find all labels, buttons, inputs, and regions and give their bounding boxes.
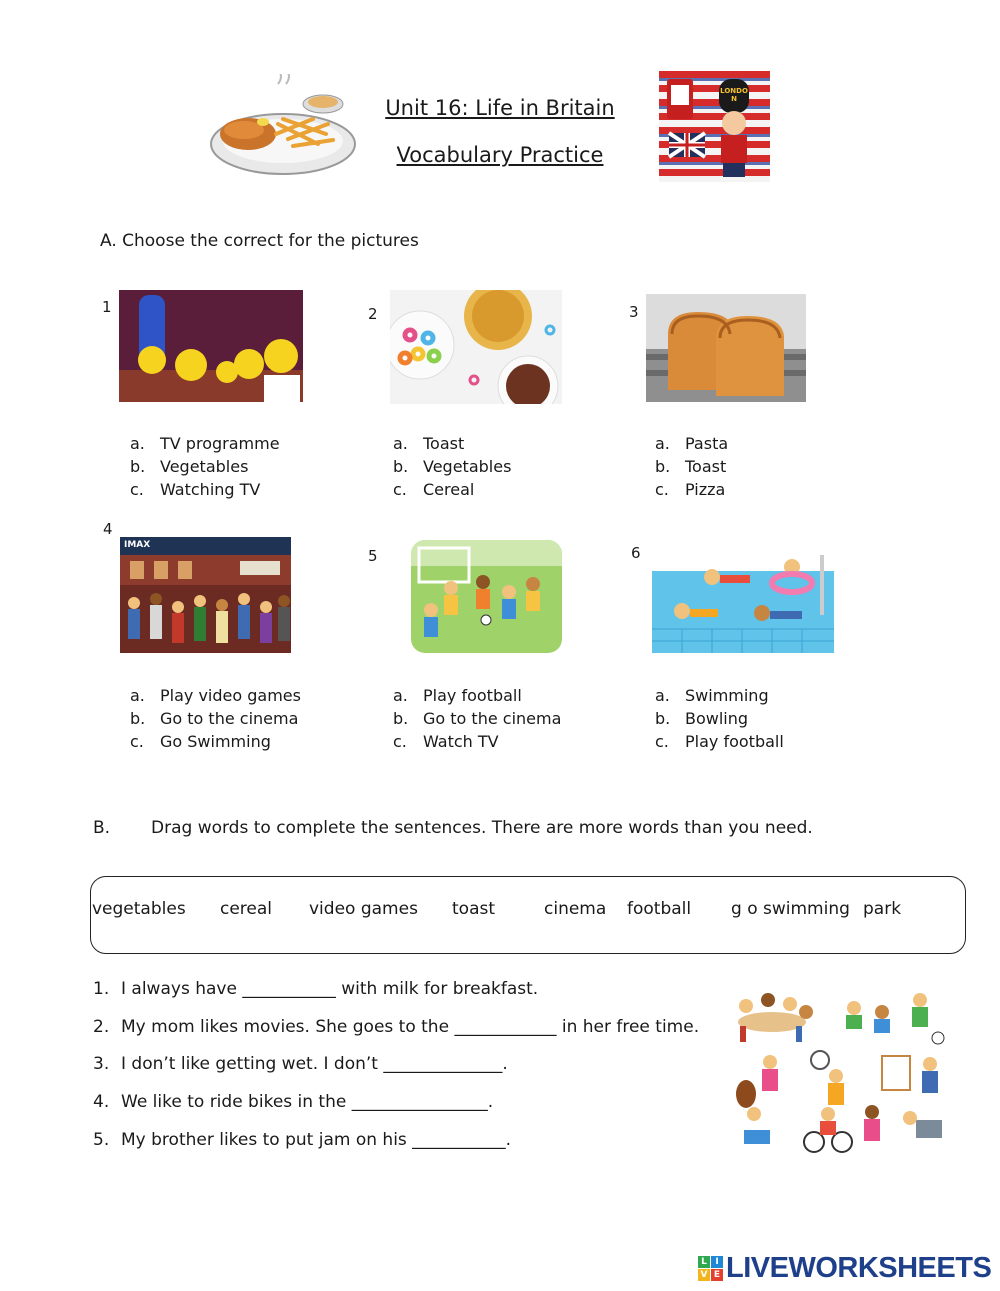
worksheet-subtitle: Vocabulary Practice <box>396 143 604 167</box>
question-2-image <box>390 290 562 404</box>
fish-and-chips-image <box>208 74 358 182</box>
word-tile[interactable]: cereal <box>220 899 273 919</box>
option[interactable]: b. Go to the cinema <box>393 709 562 728</box>
word-tile[interactable]: g o swimming <box>731 899 850 919</box>
sentence-row: 3. I don’t like getting wet. I don’t ______________. <box>93 1054 508 1074</box>
word-bank <box>90 876 966 954</box>
question-3-image <box>646 294 806 402</box>
question-1-options <box>130 432 280 501</box>
sentence-text[interactable]: We like to ride bikes in the ________________. <box>121 1092 494 1112</box>
option[interactable]: a. TV programme <box>130 434 280 453</box>
worksheet-title: Unit 16: Life in Britain <box>385 96 615 120</box>
question-number: 6 <box>631 544 641 562</box>
option[interactable]: a. Toast <box>393 434 465 453</box>
question-number: 4 <box>103 520 113 538</box>
sentence-row: 4. We like to ride bikes in the ________________. <box>93 1092 494 1112</box>
option[interactable]: c. Watching TV <box>130 480 261 499</box>
option[interactable]: c. Cereal <box>393 480 475 499</box>
word-tile[interactable]: toast <box>452 899 496 919</box>
brand-blocks: L I V E <box>698 1256 723 1281</box>
sentence-text[interactable]: I always have ___________ with milk for breakfast. <box>121 979 539 999</box>
option[interactable]: a. Pasta <box>655 434 729 453</box>
option[interactable]: b. Toast <box>655 457 727 476</box>
question-3-options <box>655 432 728 501</box>
option[interactable]: b. Go to the cinema <box>130 709 299 728</box>
question-4-options <box>130 684 301 753</box>
question-6-image <box>652 545 834 653</box>
sentence-text[interactable]: I don’t like getting wet. I don’t ______________. <box>121 1054 508 1074</box>
sentence-text[interactable]: My mom likes movies. She goes to the ____________ in her free time. <box>121 1017 700 1037</box>
word-tile[interactable]: cinema <box>544 899 607 919</box>
sentence-row: 1. I always have ___________ with milk for breakfast. <box>93 979 539 999</box>
brand-name: LIVEWORKSHEETS <box>726 1252 992 1284</box>
question-number: 1 <box>102 298 112 316</box>
section-b-letter: B. <box>93 818 111 838</box>
word-tile[interactable]: park <box>863 899 902 919</box>
question-2-options <box>393 432 511 501</box>
question-1-image <box>119 290 303 402</box>
section-a-instruction: A. Choose the correct for the pictures <box>100 231 419 251</box>
option[interactable]: a. Play football <box>393 686 522 705</box>
sentence-row: 2. My mom likes movies. She goes to the ____________ in her free time. <box>93 1017 700 1037</box>
option[interactable]: c. Pizza <box>655 480 726 499</box>
question-number: 2 <box>368 305 378 323</box>
question-number: 5 <box>368 547 378 565</box>
option[interactable]: b. Bowling <box>655 709 749 728</box>
question-6-options <box>655 684 784 753</box>
word-tile[interactable]: football <box>627 899 692 919</box>
option[interactable]: c. Play football <box>655 732 784 751</box>
section-b-instruction: Drag words to complete the sentences. There are more words than you need. <box>151 818 813 838</box>
cinema-sign-text: IMAX <box>124 540 151 550</box>
option[interactable]: a. Play video games <box>130 686 301 705</box>
question-number: 3 <box>629 303 639 321</box>
sentence-row: 5. My brother likes to put jam on his ___________. <box>93 1130 512 1150</box>
option[interactable]: c. Go Swimming <box>130 732 271 751</box>
sentence-text[interactable]: My brother likes to put jam on his ___________. <box>121 1130 512 1150</box>
question-5-options <box>393 684 561 753</box>
question-5-image <box>411 540 562 653</box>
word-tile[interactable]: vegetables <box>92 899 186 919</box>
london-logo-text: LONDON <box>720 87 748 103</box>
question-4-image <box>120 537 291 653</box>
kids-activities-image <box>724 990 956 1162</box>
option[interactable]: c. Watch TV <box>393 732 499 751</box>
liveworksheets-logo <box>698 1252 991 1285</box>
option[interactable]: b. Vegetables <box>393 457 512 476</box>
word-tile[interactable]: video games <box>309 899 418 919</box>
option[interactable]: b. Vegetables <box>130 457 249 476</box>
option[interactable]: a. Swimming <box>655 686 769 705</box>
london-flag-image <box>659 71 770 182</box>
